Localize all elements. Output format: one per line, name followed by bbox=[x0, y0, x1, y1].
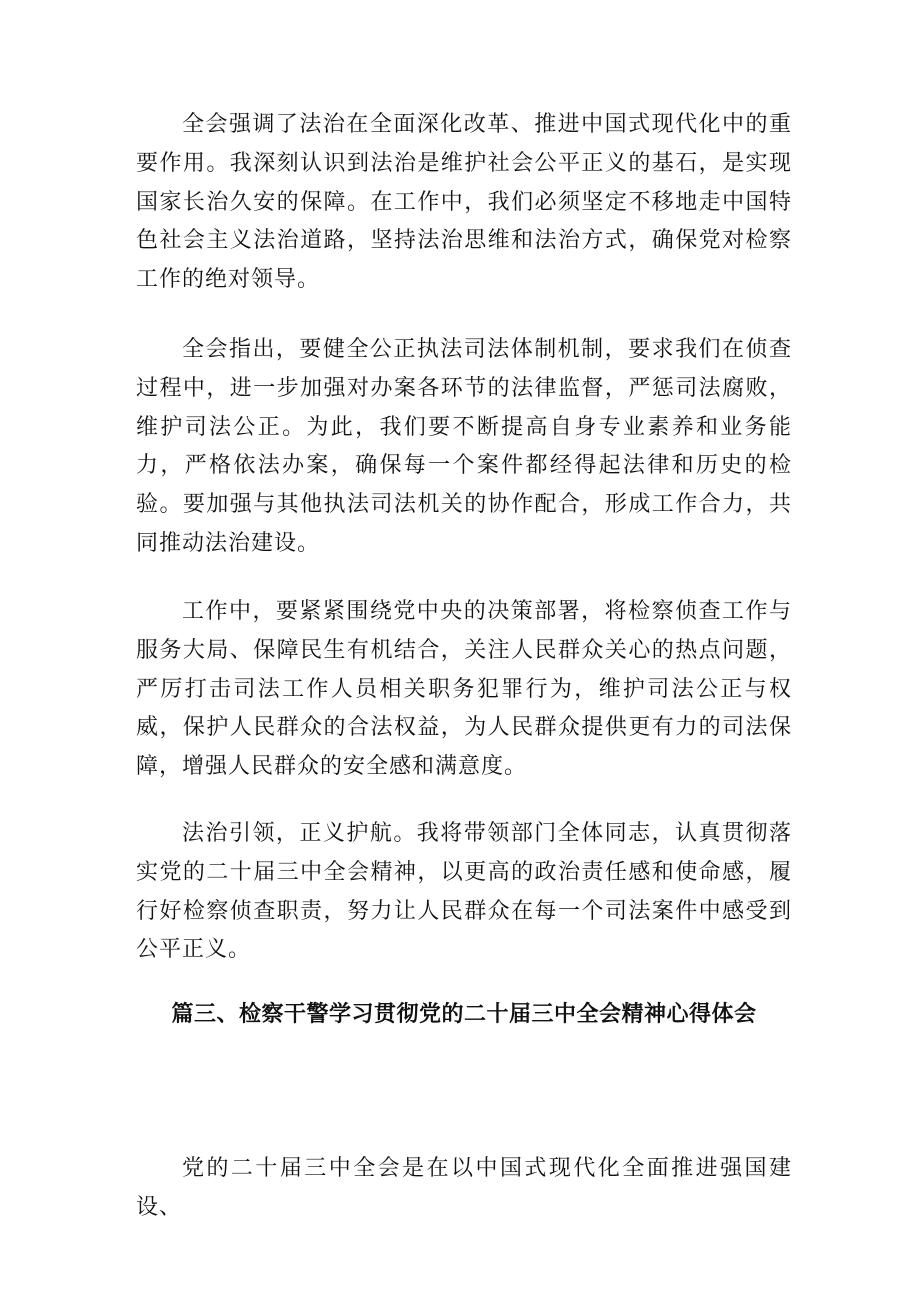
paragraph-judicial-system: 全会指出，要健全公正执法司法体制机制，要求我们在侦查过程中，进一步加强对办案各环节的法律监督，严惩司法腐败，维护司法公正。为此，我们要不断提高自身专业素养和业务能力，严格依法办案，确保每一个案件都经得起法律和历史的检验。要加强与其他执法司法机关的协作配合，形成工作合力，共同推动法治建设。 bbox=[136, 337, 792, 556]
paragraph-work-focus: 工作中，要紧紧围绕党中央的决策部署，将检察侦查工作与服务大局、保障民生有机结合，关注人民群众关心的热点问题，严厉打击司法工作人员相关职务犯罪行为，维护司法公正与权威，保护人民群众的合法权益，为人民群众提供更有力的司法保障，增强人民群众的安全感和满意度。 bbox=[136, 599, 792, 780]
section-heading: 篇三、检察干警学习贯彻党的二十届三中全会精神心得体会 bbox=[171, 1002, 757, 1027]
paragraph-commitment: 法治引领，正义护航。我将带领部门全体同志，认真贯彻落实党的二十届三中全会精神，以更高的政治责任感和使命感，履行好检察侦查职责，努力让人民群众在每一个司法案件中感受到公平正义。 bbox=[136, 821, 792, 963]
paragraph-rule-of-law-role: 全会强调了法治在全面深化改革、推进中国式现代化中的重要作用。我深刻认识到法治是维护社会公平正义的基石，是实现国家长治久安的保障。在工作中，我们必须坚定不移地走中国特色社会主义法治道路，坚持法治思维和法治方式，确保党对检察工作的绝对领导。 bbox=[136, 112, 792, 293]
paragraph-intro-section-three: 党的二十届三中全会是在以中国式现代化全面推进强国建设、 bbox=[136, 1156, 792, 1220]
